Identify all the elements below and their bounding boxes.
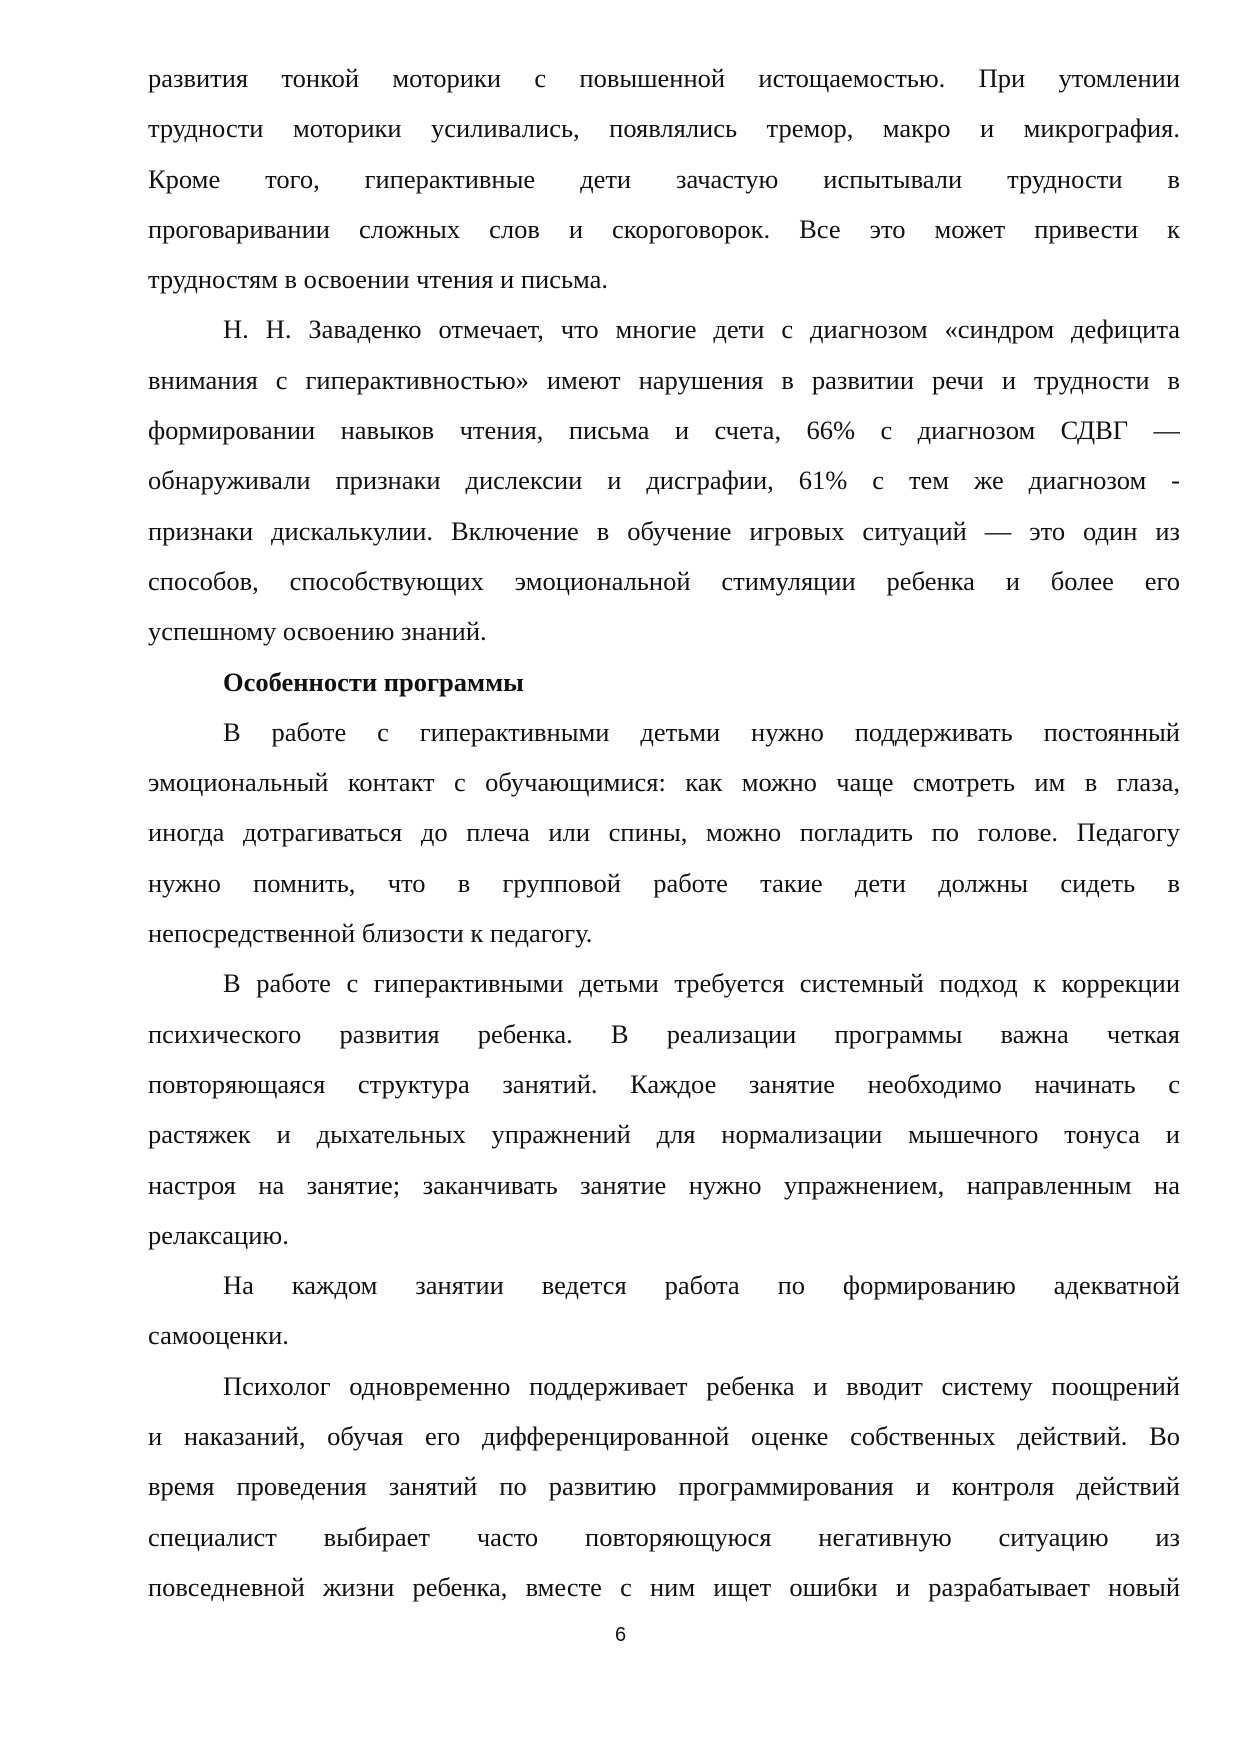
text-line: самооценки.	[148, 1320, 289, 1351]
paragraph	[148, 1361, 1180, 1612]
text-line: повторяющаяся структура занятий. Каждое занятие необходимо начинать с	[148, 1068, 1180, 1099]
text-line: трудностям в освоении чтения и письма.	[148, 264, 609, 295]
text-line: повседневной жизни ребенка, вместе с ним ищет ошибки и разрабатывает новый	[148, 1571, 1180, 1602]
paragraph	[148, 304, 1180, 656]
text-line: В работе с гиперактивными детьми требуется системный подход к коррекции	[223, 968, 1180, 999]
paragraph	[148, 707, 1180, 958]
text-line: Кроме того, гиперактивные дети зачастую испытывали трудности в	[148, 163, 1180, 194]
text-line: Особенности программы	[223, 666, 524, 697]
section-heading	[148, 657, 1180, 707]
text-line: Психолог одновременно поддерживает ребенка и вводит систему поощрений	[223, 1370, 1180, 1401]
document-body	[148, 53, 1180, 1612]
paragraph	[148, 1260, 1180, 1361]
text-line: растяжек и дыхательных упражнений для нормализации мышечного тонуса и	[148, 1119, 1180, 1150]
text-line: и наказаний, обучая его дифференцированной оценке собственных действий. Во	[148, 1421, 1180, 1452]
text-line: проговаривании сложных слов и скороговорок. Все это может привести к	[148, 213, 1180, 244]
text-line: В работе с гиперактивными детьми нужно поддерживать постоянный	[223, 716, 1180, 747]
text-line: развития тонкой моторики с повышенной истощаемостью. При утомлении	[148, 63, 1180, 93]
text-line: настроя на занятие; заканчивать занятие нужно упражнением, направленным на	[148, 1169, 1180, 1200]
text-line: специалист выбирает часто повторяющуюся негативную ситуацию из	[148, 1521, 1180, 1552]
text-line: успешному освоению знаний.	[148, 616, 487, 647]
text-line: эмоциональный контакт с обучающимися: как можно чаще смотреть им в глаза,	[148, 767, 1180, 798]
text-line: Н. Н. Заваденко отмечает, что многие дети с диагнозом «синдром дефицита	[223, 314, 1180, 345]
text-line: трудности моторики усиливались, появлялись тремор, макро и микрография.	[148, 113, 1180, 144]
text-line: формировании навыков чтения, письма и счета, 66% с диагнозом СДВГ —	[148, 415, 1180, 446]
page-number: 6	[614, 1624, 627, 1646]
text-line: На каждом занятии ведется работа по формированию адекватной	[223, 1270, 1180, 1301]
text-line: психического развития ребенка. В реализации программы важна четкая	[148, 1018, 1180, 1049]
text-line: иногда дотрагиваться до плеча или спины, можно погладить по голове. Педагогу	[148, 817, 1180, 848]
text-line: релаксацию.	[148, 1219, 289, 1250]
text-line: признаки дискалькулии. Включение в обучение игровых ситуаций — это один из	[148, 515, 1180, 546]
text-line: способов, способствующих эмоциональной стимуляции ребенка и более его	[148, 565, 1180, 596]
text-line: нужно помнить, что в групповой работе такие дети должны сидеть в	[148, 867, 1180, 898]
paragraph	[148, 53, 1180, 304]
text-line: непосредственной близости к педагогу.	[148, 918, 593, 949]
paragraph	[148, 958, 1180, 1260]
text-line: время проведения занятий по развитию программирования и контроля действий	[148, 1471, 1180, 1502]
text-line: внимания с гиперактивностью» имеют нарушения в развитии речи и трудности в	[148, 364, 1180, 395]
text-line: обнаруживали признаки дислексии и дисграфии, 61% с тем же диагнозом -	[148, 465, 1180, 496]
